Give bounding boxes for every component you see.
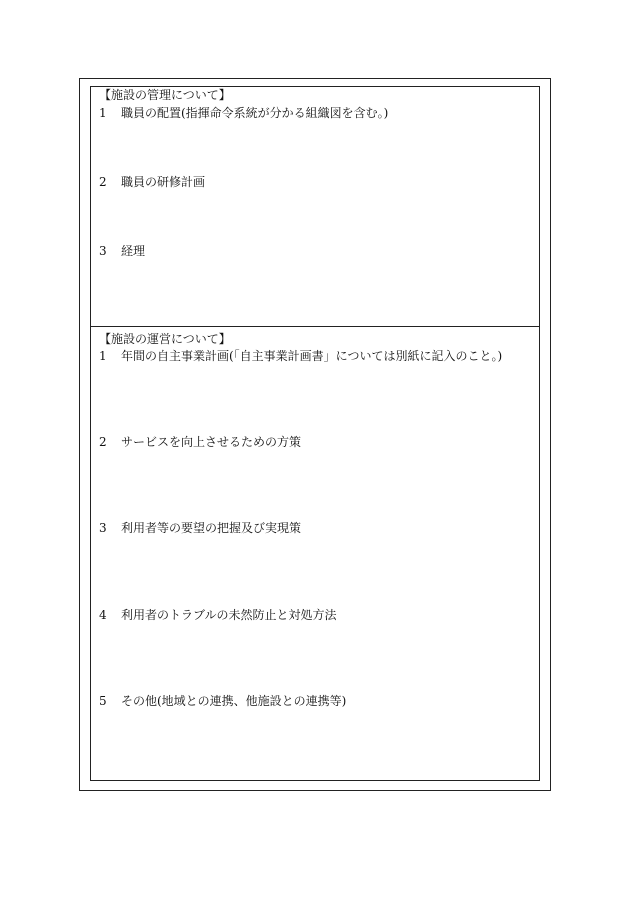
section-divider	[90, 326, 540, 327]
management-item-3-label: 経理	[121, 244, 146, 258]
operation-item-4-label: 利用者のトラブルの未然防止と対処方法	[121, 608, 337, 622]
management-item-3-number: 3	[99, 244, 107, 258]
operation-item-5-label: その他(地域との連携、他施設との連携等)	[121, 694, 347, 708]
operation-item-4-number: 4	[99, 608, 107, 622]
operation-item-2-label: サービスを向上させるための方策	[121, 435, 302, 449]
management-item-2-number: 2	[99, 175, 107, 189]
operation-item-1-number: 1	[99, 349, 107, 363]
management-heading: 【施設の管理について】	[99, 88, 231, 102]
operation-item-3-label: 利用者等の要望の把握及び実現策	[121, 521, 302, 535]
management-item-1-number: 1	[99, 106, 107, 120]
form-table	[90, 86, 540, 781]
operation-item-5-number: 5	[99, 694, 107, 708]
operation-item-1-label: 年間の自主事業計画(「自主事業計画書」については別紙に記入のこと。)	[121, 349, 503, 363]
operation-item-3-number: 3	[99, 521, 107, 535]
operation-item-2-number: 2	[99, 435, 107, 449]
operation-heading: 【施設の運営について】	[99, 332, 231, 346]
management-item-1-label: 職員の配置(指揮命令系統が分かる組織図を含む。)	[121, 106, 389, 120]
management-item-2-label: 職員の研修計画	[121, 175, 206, 189]
